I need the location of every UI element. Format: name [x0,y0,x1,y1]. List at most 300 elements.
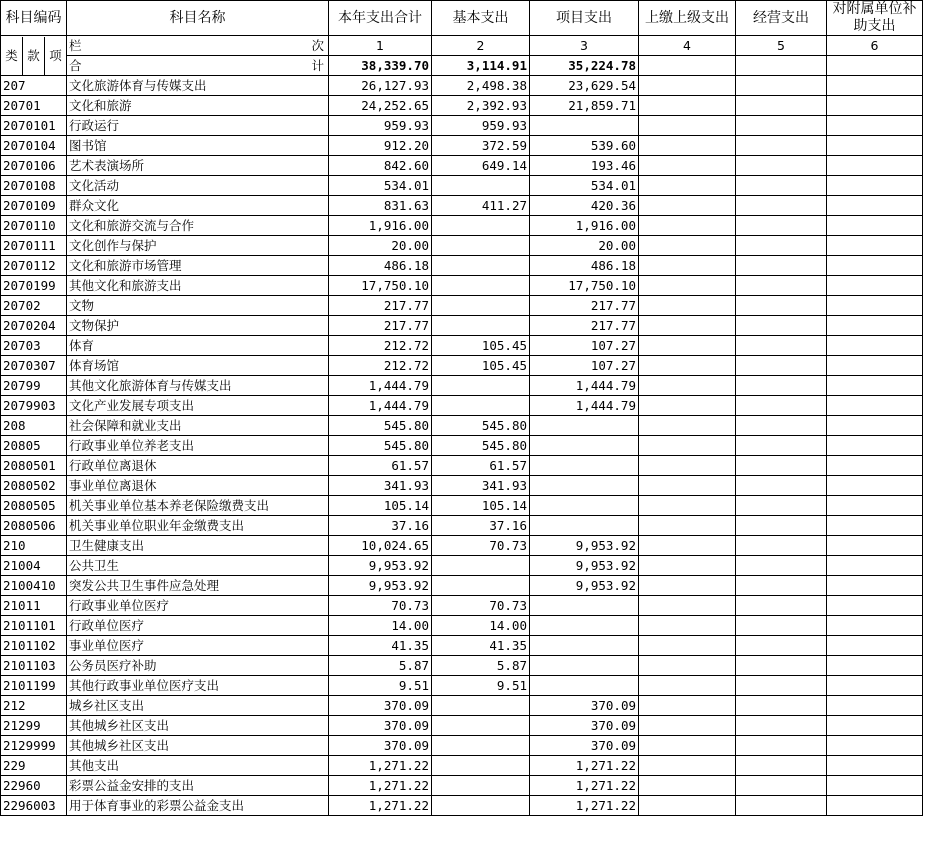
row-name: 群众文化 [67,196,329,216]
row-total: 14.00 [329,616,432,636]
row-total: 1,271.22 [329,776,432,796]
row-basic [432,276,530,296]
row-subsidy [827,356,923,376]
row-upper [639,656,736,676]
row-project: 1,444.79 [530,396,639,416]
row-basic [432,736,530,756]
row-upper [639,196,736,216]
row-name: 文化活动 [67,176,329,196]
row-subsidy [827,516,923,536]
row-code: 2100410 [1,576,67,596]
table-row [1,736,923,756]
row-upper [639,116,736,136]
col-index-4: 4 [639,36,736,56]
row-upper [639,76,736,96]
row-code: 2070109 [1,196,67,216]
row-project: 107.27 [530,356,639,376]
row-code: 229 [1,756,67,776]
row-basic: 411.27 [432,196,530,216]
row-business [736,376,827,396]
row-upper [639,256,736,276]
row-total: 545.80 [329,436,432,456]
row-name: 其他城乡社区支出 [67,716,329,736]
row-name: 事业单位医疗 [67,636,329,656]
row-total: 212.72 [329,336,432,356]
row-subsidy [827,556,923,576]
row-name: 文化和旅游市场管理 [67,256,329,276]
ji-label: 计 [311,58,324,73]
header-row [1,1,923,36]
row-upper [639,276,736,296]
header-total: 本年支出合计 [329,1,432,36]
row-business [736,336,827,356]
row-basic [432,696,530,716]
row-subsidy [827,156,923,176]
row-upper [639,776,736,796]
row-basic: 2,498.38 [432,76,530,96]
table-row [1,376,923,396]
row-business [736,516,827,536]
row-business [736,156,827,176]
row-total: 217.77 [329,296,432,316]
he-label: 合 [69,58,82,73]
row-basic [432,216,530,236]
row-subsidy [827,436,923,456]
summary-basic: 3,114.91 [432,56,530,76]
header-project: 项目支出 [530,1,639,36]
row-subsidy [827,616,923,636]
table-row [1,456,923,476]
table-row [1,136,923,156]
row-basic [432,296,530,316]
row-name: 突发公共卫生事件应急处理 [67,576,329,596]
row-upper [639,756,736,776]
row-upper [639,396,736,416]
row-project [530,596,639,616]
row-name: 公务员医疗补助 [67,656,329,676]
row-total: 212.72 [329,356,432,376]
row-code: 2296003 [1,796,67,816]
row-code: 2080501 [1,456,67,476]
row-project: 9,953.92 [530,576,639,596]
row-project: 20.00 [530,236,639,256]
row-total: 1,271.22 [329,756,432,776]
row-name: 事业单位离退休 [67,476,329,496]
row-business [736,256,827,276]
row-business [736,636,827,656]
row-total: 912.20 [329,136,432,156]
row-code: 20701 [1,96,67,116]
row-business [736,556,827,576]
row-name: 其他文化和旅游支出 [67,276,329,296]
row-upper [639,796,736,816]
row-subsidy [827,596,923,616]
row-business [736,416,827,436]
row-total: 9.51 [329,676,432,696]
row-name: 文化和旅游 [67,96,329,116]
row-subsidy [827,336,923,356]
row-code: 20702 [1,296,67,316]
row-name: 其他城乡社区支出 [67,736,329,756]
table-row [1,796,923,816]
row-total: 370.09 [329,716,432,736]
row-code: 20703 [1,336,67,356]
col-index-3: 3 [530,36,639,56]
row-name: 艺术表演场所 [67,156,329,176]
table-row [1,576,923,596]
row-subsidy [827,116,923,136]
row-upper [639,416,736,436]
row-upper [639,176,736,196]
row-total: 217.77 [329,316,432,336]
row-name: 体育场馆 [67,356,329,376]
row-basic: 372.59 [432,136,530,156]
row-total: 17,750.10 [329,276,432,296]
row-upper [639,156,736,176]
row-basic [432,716,530,736]
row-subsidy [827,256,923,276]
table-row [1,776,923,796]
row-name: 行政单位离退休 [67,456,329,476]
row-code: 2070111 [1,236,67,256]
row-business [736,96,827,116]
table-row [1,516,923,536]
row-code: 20799 [1,376,67,396]
level-xiang: 项 [49,48,62,63]
row-upper [639,616,736,636]
row-project: 9,953.92 [530,536,639,556]
row-name: 文化创作与保护 [67,236,329,256]
table-row [1,616,923,636]
row-upper [639,536,736,556]
row-upper [639,736,736,756]
row-basic: 14.00 [432,616,530,636]
row-name: 文物 [67,296,329,316]
row-project: 486.18 [530,256,639,276]
row-project [530,416,639,436]
row-name: 社会保障和就业支出 [67,416,329,436]
row-subsidy [827,216,923,236]
row-basic: 341.93 [432,476,530,496]
table-row [1,216,923,236]
row-code: 2070204 [1,316,67,336]
row-business [736,536,827,556]
ci-label: 次 [311,38,324,53]
row-code: 2080502 [1,476,67,496]
table-row [1,696,923,716]
row-upper [639,496,736,516]
table-row [1,76,923,96]
row-total: 41.35 [329,636,432,656]
row-basic [432,396,530,416]
row-basic: 5.87 [432,656,530,676]
row-basic [432,756,530,776]
row-code: 2070106 [1,156,67,176]
row-code: 2080506 [1,516,67,536]
table-row [1,496,923,516]
row-upper [639,316,736,336]
table-row [1,656,923,676]
row-name: 行政单位医疗 [67,616,329,636]
row-total: 1,271.22 [329,796,432,816]
row-subsidy [827,656,923,676]
row-project: 1,444.79 [530,376,639,396]
row-code: 210 [1,536,67,556]
row-name: 行政事业单位医疗 [67,596,329,616]
row-name: 彩票公益金安排的支出 [67,776,329,796]
row-total: 1,916.00 [329,216,432,236]
row-basic: 9.51 [432,676,530,696]
row-total: 534.01 [329,176,432,196]
row-business [736,216,827,236]
table-row [1,756,923,776]
row-upper [639,696,736,716]
row-project: 217.77 [530,296,639,316]
row-upper [639,136,736,156]
row-basic: 70.73 [432,596,530,616]
row-total: 10,024.65 [329,536,432,556]
row-business [736,796,827,816]
row-code: 2070199 [1,276,67,296]
summary-upper [639,56,736,76]
table-row [1,156,923,176]
row-name: 城乡社区支出 [67,696,329,716]
col-index-1: 1 [329,36,432,56]
row-business [736,496,827,516]
row-business [736,776,827,796]
row-name: 其他支出 [67,756,329,776]
row-project: 420.36 [530,196,639,216]
row-total: 24,252.65 [329,96,432,116]
row-business [736,696,827,716]
row-project: 1,271.22 [530,796,639,816]
row-code: 21004 [1,556,67,576]
row-business [736,136,827,156]
row-code: 2070307 [1,356,67,376]
row-name: 机关事业单位基本养老保险缴费支出 [67,496,329,516]
row-subsidy [827,636,923,656]
row-code: 21011 [1,596,67,616]
row-total: 831.63 [329,196,432,216]
level-lei: 类 [1,37,23,75]
row-name: 其他文化旅游体育与传媒支出 [67,376,329,396]
row-code: 2080505 [1,496,67,516]
row-upper [639,596,736,616]
row-total: 5.87 [329,656,432,676]
col-index-2: 2 [432,36,530,56]
row-total: 842.60 [329,156,432,176]
row-project [530,656,639,676]
table-row [1,256,923,276]
row-subsidy [827,76,923,96]
row-upper [639,716,736,736]
row-project: 539.60 [530,136,639,156]
row-subsidy [827,476,923,496]
row-code: 2101101 [1,616,67,636]
row-business [736,676,827,696]
row-name: 文化旅游体育与传媒支出 [67,76,329,96]
row-code: 2070110 [1,216,67,236]
row-project [530,516,639,536]
summary-label-cell [67,56,329,76]
row-business [736,316,827,336]
row-subsidy [827,536,923,556]
row-project: 534.01 [530,176,639,196]
column-index-row [1,36,923,56]
lan-label: 栏 [69,38,82,53]
row-project [530,456,639,476]
row-code: 2070101 [1,116,67,136]
col-index-6: 6 [827,36,923,56]
row-basic: 61.57 [432,456,530,476]
row-code: 20805 [1,436,67,456]
row-upper [639,436,736,456]
row-business [736,116,827,136]
row-business [736,616,827,636]
row-basic: 41.35 [432,636,530,656]
table-row [1,636,923,656]
row-basic [432,256,530,276]
row-total: 70.73 [329,596,432,616]
row-total: 1,444.79 [329,396,432,416]
row-code: 2129999 [1,736,67,756]
row-basic: 105.45 [432,336,530,356]
row-business [736,656,827,676]
row-name: 文物保护 [67,316,329,336]
level-kuan: 款 [23,37,45,75]
row-project: 107.27 [530,336,639,356]
row-name: 行政事业单位养老支出 [67,436,329,456]
row-project: 21,859.71 [530,96,639,116]
row-basic: 105.14 [432,496,530,516]
row-code: 21299 [1,716,67,736]
row-project [530,496,639,516]
row-basic [432,776,530,796]
row-project: 370.09 [530,736,639,756]
row-subsidy [827,676,923,696]
row-total: 486.18 [329,256,432,276]
row-name: 公共卫生 [67,556,329,576]
row-total: 545.80 [329,416,432,436]
row-basic [432,376,530,396]
row-total: 341.93 [329,476,432,496]
row-name: 卫生健康支出 [67,536,329,556]
row-business [736,396,827,416]
row-project: 17,750.10 [530,276,639,296]
row-upper [639,556,736,576]
row-subsidy [827,276,923,296]
col-index-5: 5 [736,36,827,56]
row-total: 105.14 [329,496,432,516]
summary-business [736,56,827,76]
row-basic: 37.16 [432,516,530,536]
table-row [1,236,923,256]
row-total: 61.57 [329,456,432,476]
row-subsidy [827,376,923,396]
row-upper [639,376,736,396]
row-project [530,616,639,636]
row-subsidy [827,396,923,416]
summary-row [1,56,923,76]
row-subsidy [827,796,923,816]
row-project: 1,271.22 [530,756,639,776]
row-code: 207 [1,76,67,96]
row-business [736,436,827,456]
row-project: 23,629.54 [530,76,639,96]
row-total: 9,953.92 [329,576,432,596]
header-subsidy: 对附属单位补助支出 [827,1,923,36]
row-total: 370.09 [329,736,432,756]
row-project [530,436,639,456]
row-subsidy [827,236,923,256]
row-basic: 105.45 [432,356,530,376]
header-code: 科目编码 [1,1,67,36]
table-row [1,196,923,216]
row-subsidy [827,756,923,776]
row-project: 370.09 [530,716,639,736]
row-subsidy [827,96,923,116]
row-upper [639,476,736,496]
table-row [1,596,923,616]
row-code: 2070112 [1,256,67,276]
table-row [1,676,923,696]
row-name: 文化和旅游交流与合作 [67,216,329,236]
row-basic [432,176,530,196]
row-business [736,356,827,376]
row-code: 2070104 [1,136,67,156]
row-name: 行政运行 [67,116,329,136]
row-subsidy [827,776,923,796]
row-basic [432,556,530,576]
row-code: 2101102 [1,636,67,656]
row-name: 其他行政事业单位医疗支出 [67,676,329,696]
row-code: 212 [1,696,67,716]
row-subsidy [827,196,923,216]
table-row [1,556,923,576]
row-upper [639,236,736,256]
row-project [530,636,639,656]
table-row [1,336,923,356]
row-total: 37.16 [329,516,432,536]
row-subsidy [827,496,923,516]
row-subsidy [827,136,923,156]
row-upper [639,296,736,316]
row-business [736,196,827,216]
row-basic [432,236,530,256]
row-business [736,236,827,256]
row-upper [639,336,736,356]
row-upper [639,636,736,656]
row-basic: 649.14 [432,156,530,176]
row-name: 文化产业发展专项支出 [67,396,329,416]
row-business [736,576,827,596]
summary-total: 38,339.70 [329,56,432,76]
row-name: 机关事业单位职业年金缴费支出 [67,516,329,536]
table-row [1,476,923,496]
row-upper [639,216,736,236]
row-upper [639,356,736,376]
row-total: 26,127.93 [329,76,432,96]
row-project: 193.46 [530,156,639,176]
row-project: 370.09 [530,696,639,716]
row-upper [639,676,736,696]
row-business [736,456,827,476]
row-subsidy [827,296,923,316]
row-subsidy [827,736,923,756]
header-business: 经营支出 [736,1,827,36]
row-total: 959.93 [329,116,432,136]
row-business [736,756,827,776]
